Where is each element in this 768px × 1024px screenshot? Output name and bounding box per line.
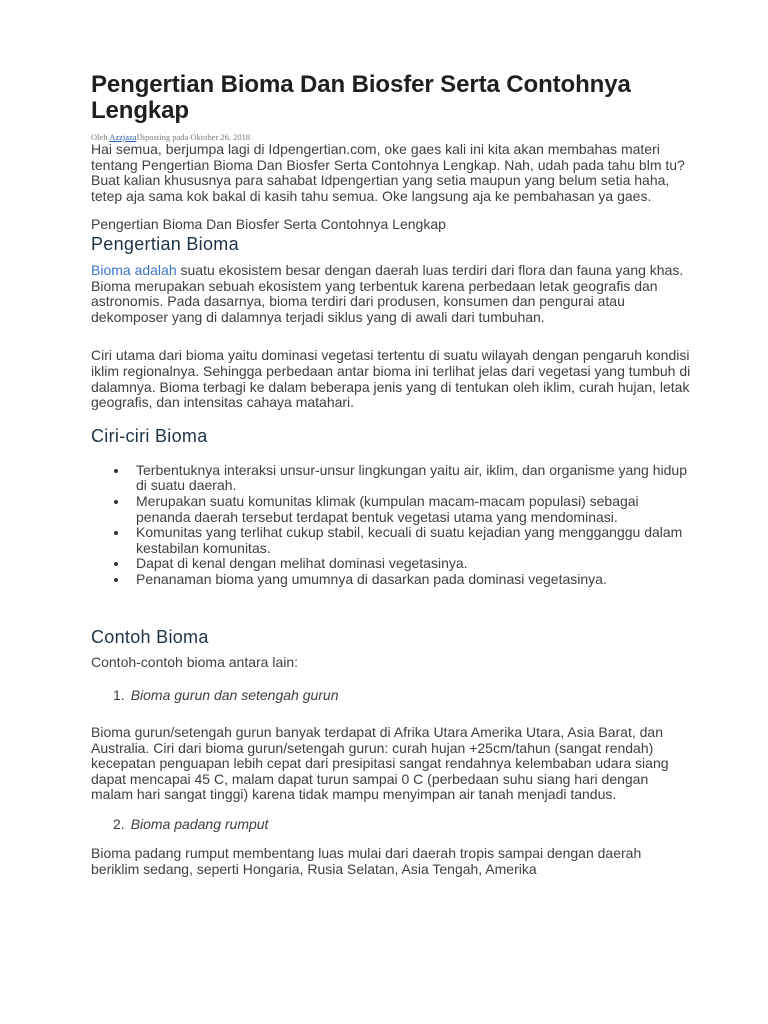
intro-paragraph: Hai semua, berjumpa lagi di Idpengertian.com, oke gaes kali ini kita akan membahas materi tentang Pengertian Bioma Dan Biosfer Serta Contohnya Lengkap. Nah, udah pada tahu blm tu? Buat kalian khususnya para sahabat Idpengertian yang setia maupun yang belum setia haha, tetep aja sama kok bakal di kasih tahu semua. Oke langsung aja ke pembahasan ya gaes. [91,141,685,204]
bioma-link[interactable]: Bioma adalah [91,261,177,278]
list-item: Komunitas yang terlihat cukup stabil, kecuali di suatu kejadian yang mengganggu dalam kestabilan komunitas. [136,525,691,556]
article [91,72,691,877]
definition-text: suatu ekosistem besar dengan daerah luas terdiri dari flora dan fauna yang khas. Bioma merupakan sebuah ekosistem yang terbentuk karena perbedaan letak geografis dan astronomis. Pada dasarnya, bioma terdiri dari produsen, konsumen dan pengurai atau dekomposer yang di dalamnya terjadi siklus yang di awali dari tumbuhan. [91,261,684,325]
contoh-lead: Contoh-contoh bioma antara lain: [91,654,299,671]
list-item: Penanaman bioma yang umumnya di dasarkan pada dominasi vegetasinya. [136,572,691,588]
meta-posted: Diposting pada Oktober 26, 2018 [136,132,251,142]
item-title: Bioma padang rumput [130,816,269,833]
heading-ciri-bioma: Ciri-ciri Bioma [91,425,208,446]
item-title: Bioma gurun dan setengah gurun [130,687,339,704]
item-number: 1. [113,687,125,704]
article-title: Pengertian Bioma Dan Biosfer Serta Contohnya Lengkap [91,71,631,124]
heading-contoh-bioma: Contoh Bioma [91,627,209,648]
definition-paragraph [91,263,691,325]
characteristics-paragraph: Ciri utama dari bioma yaitu dominasi vegetasi tertentu di suatu wilayah dengan pengaruh kondisi iklim regionalnya. Sehingga perbedaan antar bioma ini terlihat jelas dari vegetasi yang tumbuh di dalamnya. Bioma terbagi ke dalam beberapa jenis yang di tentukan oleh iklim, curah hujan, letak geografis, dan intensitas cahaya matahari. [91,347,691,411]
gurun-paragraph: Bioma gurun/setengah gurun banyak terdapat di Afrika Utara Amerika Utara, Asia Barat, dan Australia. Ciri dari bioma gurun/setengah gurun: curah hujan +25cm/tahun (sangat rendah) kecepatan penguapan lebih cepat dari presipitasi sangat rendahnya kelembaban udara siang dapat mencapai 45 C, malam dapat turun sampai 0 C (perbedaan suhu siang hari dengan malam hari sangat tinggi) karena tidak mampu menyimpan air tanah menjadi tandus. [91,724,669,803]
item-number: 2. [113,816,125,833]
ciri-list [91,463,691,588]
numbered-item-1 [91,687,691,703]
image-caption: Pengertian Bioma Dan Biosfer Serta Contohnya Lengkap [91,216,446,233]
list-item: Merupakan suatu komunitas klimak (kumpulan macam-macam populasi) sebagai penanda daerah tersebut terdapat bentuk vegetasi utama yang mendominasi. [136,494,691,525]
heading-pengertian-bioma: Pengertian Bioma [91,233,239,254]
list-item: Terbentuknya interaksi unsur-unsur lingkungan yaitu air, iklim, dan organisme yang hidup di suatu daerah. [136,463,691,494]
list-item: Dapat di kenal dengan melihat dominasi vegetasinya. [136,556,691,572]
meta-by: Oleh [91,132,110,142]
author-link[interactable]: Azzjaza [109,132,137,142]
numbered-item-2 [91,816,691,832]
padang-rumput-paragraph: Bioma padang rumput membentang luas mulai dari daerah tropis sampai dengan daerah beriklim sedang, seperti Hongaria, Rusia Selatan, Asia Tengah, Amerika [91,845,642,877]
